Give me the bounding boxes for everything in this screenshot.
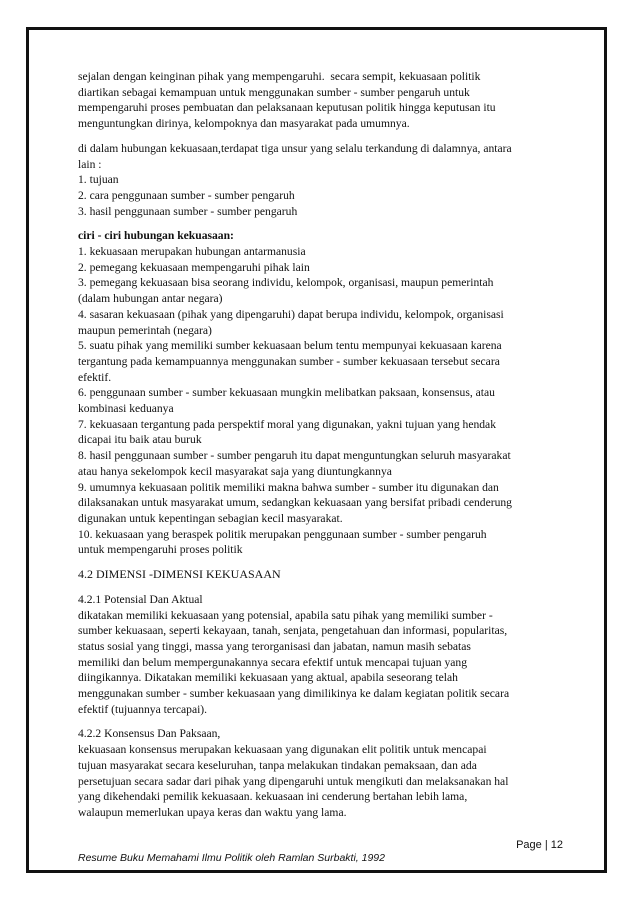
text-line: atau hanya sekelompok kecil masyarakat saja yang diuntungkannya bbox=[78, 464, 392, 478]
footer-citation: Resume Buku Memahami Ilmu Politik oleh Ramlan Surbakti, 1992 bbox=[78, 852, 385, 864]
text-line: 1. tujuan bbox=[78, 173, 119, 187]
text-line: efektif (tujuannya tercapai). bbox=[78, 702, 208, 716]
text-line: kekuasaan konsensus merupakan kekuasaan yang digunakan elit politik untuk mencapai bbox=[78, 743, 487, 757]
text-line: 3. hasil penggunaan sumber - sumber pengaruh bbox=[78, 204, 298, 218]
text-line: 5. suatu pihak yang memiliki sumber kekuasaan belum tentu mempunyai kekuasaan karena bbox=[78, 339, 502, 353]
text-line: 7. kekuasaan tergantung pada perspektif moral yang digunakan, yakni tujuan yang hendak bbox=[78, 417, 496, 431]
text-line: dikatakan memiliki kekuasaan yang potensial, apabila satu pihak yang memiliki sumber - bbox=[78, 608, 493, 622]
text-line: tujuan masyarakat secara keseluruhan, tanpa melakukan tindakan pemaksaan, dan ada bbox=[78, 758, 477, 772]
text-paragraph bbox=[78, 592, 562, 718]
text-line: 2. pemegang kekuasaan mempengaruhi pihak lain bbox=[78, 260, 310, 274]
text-line: digunakan untuk kepentingan sebagian kecil masyarakat. bbox=[78, 511, 343, 525]
text-line: lain : bbox=[78, 157, 102, 171]
text-line: 6. penggunaan sumber - sumber kekuasaan mungkin melibatkan paksaan, konsensus, atau bbox=[78, 386, 495, 400]
text-line: 8. hasil penggunaan sumber - sumber pengaruh itu dapat menguntungkan seluruh masyarakat bbox=[78, 449, 511, 463]
text-line: 9. umumnya kekuasaan politik memiliki makna bahwa sumber - sumber itu digunakan dan bbox=[78, 480, 499, 494]
text-paragraph bbox=[78, 141, 562, 220]
text-line: kombinasi keduanya bbox=[78, 402, 174, 416]
text-line: menggunakan sumber - sumber kekuasaan yang dimilikinya ke dalam kegiatan politik secara bbox=[78, 687, 510, 701]
text-paragraph bbox=[78, 726, 562, 820]
text-line: sumber kekuasaan, seperti kekayaan, tanah, senjata, pengetahuan dan informasi, popularitas, bbox=[78, 624, 508, 638]
text-line: diartikan sebagai kemampuan untuk menggunakan sumber - sumber pengaruh untuk bbox=[78, 85, 470, 99]
text-line: di dalam hubungan kekuasaan,terdapat tiga unsur yang selalu terkandung di dalamnya, antara bbox=[78, 141, 512, 155]
text-line: persetujuan secara sadar dari pihak yang dipengaruhi untuk mengikuti dan melaksanakan hal bbox=[78, 774, 509, 788]
list-paragraph bbox=[78, 228, 562, 558]
text-line: yang dikehendaki pemilik kekuasaan. kekuasaan ini cenderung bertahan lebih lama, bbox=[78, 790, 468, 804]
text-line: menguntungkan dirinya, kelompoknya dan masyarakat pada umumnya. bbox=[78, 117, 410, 131]
text-paragraph bbox=[78, 69, 562, 132]
text-line: walaupun memerlukan upaya keras dan waktu yang lama. bbox=[78, 805, 347, 819]
section-heading: 4.2 DIMENSI -DIMENSI KEKUASAAN bbox=[78, 567, 281, 582]
text-line: 4. sasaran kekuasaan (pihak yang dipengaruhi) dapat berupa individu, kelompok, organisasi bbox=[78, 307, 504, 321]
text-line: 1. kekuasaan merupakan hubungan antarmanusia bbox=[78, 245, 306, 259]
list-title: ciri - ciri hubungan kekuasaan: bbox=[78, 229, 234, 243]
text-line: (dalam hubungan antar negara) bbox=[78, 292, 223, 306]
page-number: Page | 12 bbox=[516, 839, 563, 851]
text-line: status sosial yang tinggi, massa yang terorganisasi dan jabatan, namun masih sebatas bbox=[78, 639, 471, 653]
text-line: sejalan dengan keinginan pihak yang mempengaruhi. secara sempit, kekuasaan politik bbox=[78, 70, 481, 83]
text-line: dicapai itu baik atau buruk bbox=[78, 433, 202, 447]
text-line: 10. kekuasaan yang beraspek politik merupakan penggunaan sumber - sumber pengaruh bbox=[78, 527, 487, 541]
text-line: tergantung pada kemampuannya menggunakan sumber - sumber kekuasaan tersebut secara bbox=[78, 354, 500, 368]
text-line: memiliki dan belum mempergunakannya secara efektif untuk mencapai tujuan yang bbox=[78, 655, 468, 669]
text-line: 4.2.1 Potensial Dan Aktual bbox=[78, 592, 203, 606]
text-line: dilaksanakan untuk masyarakat umum, sedangkan kekuasaan yang bersifat pribadi cenderung bbox=[78, 496, 512, 510]
text-line: 4.2.2 Konsensus Dan Paksaan, bbox=[78, 727, 221, 741]
text-line: efektif. bbox=[78, 370, 112, 384]
text-line: 2. cara penggunaan sumber - sumber pengaruh bbox=[78, 188, 295, 202]
document-body bbox=[78, 69, 562, 821]
text-line: 3. pemegang kekuasaan bisa seorang individu, kelompok, organisasi, maupun pemerintah bbox=[78, 276, 494, 290]
text-line: maupun pemerintah (negara) bbox=[78, 323, 212, 337]
text-line: mempengaruhi proses pembuatan dan pelaksanaan keputusan politik hingga keputusan itu bbox=[78, 101, 496, 115]
text-line: diingikannya. Dikatakan memiliki kekuasaan yang aktual, apabila seseorang telah bbox=[78, 671, 458, 685]
text-line: untuk mempengaruhi proses politik bbox=[78, 543, 243, 557]
